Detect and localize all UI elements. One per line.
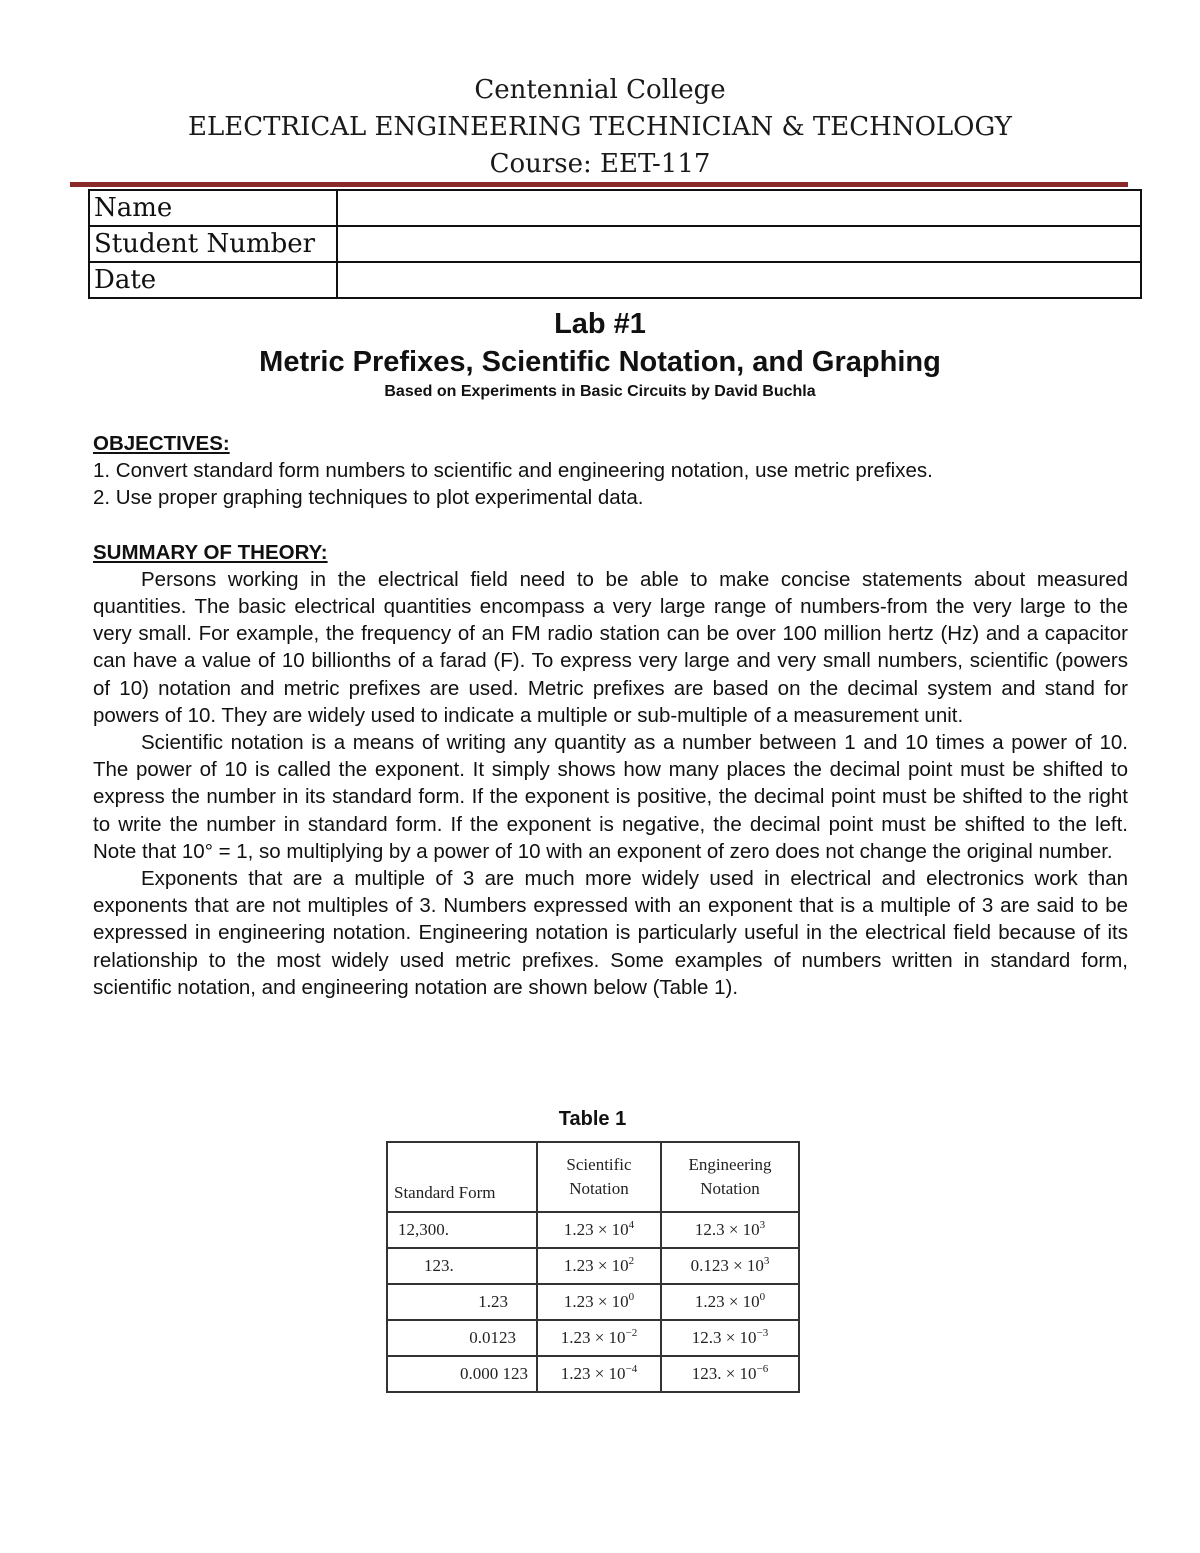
standard-cell: 1.23 xyxy=(387,1284,537,1320)
objectives-heading: OBJECTIVES: xyxy=(93,432,230,455)
engineering-cell: $1.23 \times 10^0$ xyxy=(661,1284,799,1320)
student-info-table xyxy=(88,189,1142,299)
program-name: ELECTRICAL ENGINEERING TECHNICIAN & TECHNOLOGY xyxy=(188,112,1012,142)
date-row xyxy=(89,262,1141,298)
scientific-cell: $1.23 \times 10^{-2}$ xyxy=(537,1320,661,1356)
date-field[interactable] xyxy=(337,262,1141,298)
engineering-cell: $12.3 \times 10^{-3}$ xyxy=(661,1320,799,1356)
standard-form-header: Standard Form xyxy=(387,1142,537,1212)
course-code: Course: EET-117 xyxy=(489,149,711,179)
lab-number: Lab #1 xyxy=(554,308,646,340)
table-row xyxy=(387,1284,799,1320)
scientific-notation-header: Scientific Notation xyxy=(537,1142,661,1212)
date-label: Date xyxy=(89,262,337,298)
theory-section xyxy=(93,539,1128,1001)
standard-cell: 12,300. xyxy=(387,1212,537,1248)
scientific-cell: $1.23 \times 10^0$ xyxy=(537,1284,661,1320)
lab-source: Based on Experiments in Basic Circuits by David Buchla xyxy=(384,383,816,400)
objective-item: 1. Convert standard form numbers to scientific and engineering notation, use metric prefixes. xyxy=(93,459,933,483)
table-header-row xyxy=(387,1142,799,1212)
engineering-cell: 123. × $10^{-6}$ xyxy=(661,1356,799,1392)
objectives-section xyxy=(93,430,1128,512)
table-row xyxy=(387,1248,799,1284)
table-row xyxy=(387,1356,799,1392)
college-name: Centennial College xyxy=(474,75,726,105)
table-row xyxy=(387,1320,799,1356)
lab-titles xyxy=(0,304,1200,404)
student-number-row xyxy=(89,226,1141,262)
name-field[interactable] xyxy=(337,190,1141,226)
scientific-cell: $1.23 \times 10^{-4}$ xyxy=(537,1356,661,1392)
document-header xyxy=(0,72,1200,183)
theory-paragraph: Exponents that are a multiple of 3 are much more widely used in electrical and electronics work than exponents that are not multiples of 3. Numbers expressed with an exponent that is a multiple of 3 are said to be expressed in engineering notation. Engineering notation is particularly useful in the electrical field because of its relationship to the most widely used metric prefixes. Some examples of numbers written in standard form, scientific notation, and engineering notation are shown below (Table 1). xyxy=(93,867,1128,999)
lab-title: Metric Prefixes, Scientific Notation, and Graphing xyxy=(259,346,941,378)
engineering-cell: $0.123 \times 10^3$ xyxy=(661,1248,799,1284)
engineering-cell: $12.3 \times 10^3$ xyxy=(661,1212,799,1248)
theory-heading: SUMMARY OF THEORY: xyxy=(93,540,328,564)
student-number-field[interactable] xyxy=(337,226,1141,262)
theory-paragraph: Persons working in the electrical field need to be able to make concise statements about measured quantities. The basic electrical quantities encompass a very large range of numbers-from the very large to the very small. For example, the frequency of an FM radio station can be over 100 million hertz (Hz) and a capacitor can have a value of 10 billionths of a farad (F). To express very large and very small numbers, scientific (powers of 10) notation and metric prefixes are used. Metric prefixes are based on the decimal system and stand for powers of 10. They are widely used to indicate a multiple or sub-multiple of a measurement unit. xyxy=(93,567,1128,727)
table-caption: Table 1 xyxy=(558,1108,627,1130)
name-label: Name xyxy=(89,190,337,226)
standard-cell: 123. xyxy=(387,1248,537,1284)
lab-body xyxy=(93,430,1128,1001)
name-row xyxy=(89,190,1141,226)
student-number-label: Student Number xyxy=(89,226,337,262)
engineering-notation-header: Engineering Notation xyxy=(661,1142,799,1212)
scientific-cell: $1.23 \times 10^2$ xyxy=(537,1248,661,1284)
header-divider xyxy=(70,182,1128,187)
table-row xyxy=(387,1212,799,1248)
standard-cell: 0.0123 xyxy=(387,1320,537,1356)
standard-cell: 0.000 123 xyxy=(387,1356,537,1392)
objective-item: 2. Use proper graphing techniques to plot experimental data. xyxy=(93,486,644,510)
scientific-cell: $1.23 \times 10^4$ xyxy=(537,1212,661,1248)
theory-paragraph: Scientific notation is a means of writing any quantity as a number between 1 and 10 times a power of 10. The power of 10 is called the exponent. It simply shows how many places the decimal point must be shifted to express the number in its standard form. If the exponent is positive, the decimal point must be shifted to the right to write the number in standard form. If the exponent is negative, the decimal point must be shifted to the left. Note that 10° = 1, so multiplying by a power of 10 with an exponent of zero does not change the original number. xyxy=(93,731,1128,863)
notation-table xyxy=(386,1141,800,1393)
